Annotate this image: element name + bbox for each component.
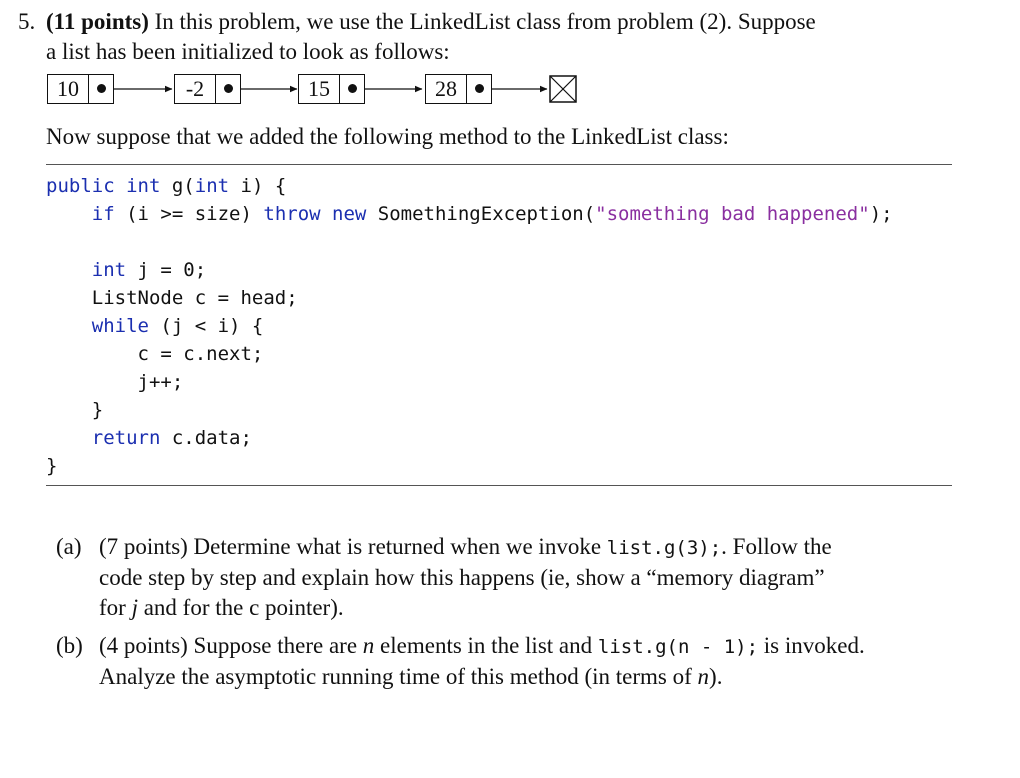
part-a-text: (7 points) Determine what is returned when we invoke list.g(3);. Follow the code step by step and explain how this happens (ie, show a “memory diagram” for j and for the c pointer). — [99, 534, 832, 620]
code-line-blank — [46, 228, 952, 256]
code-bottom-rule — [46, 485, 952, 486]
code-line: } — [46, 455, 58, 477]
code-line: int j = 0; — [91, 259, 207, 281]
code-line: c = c.next; — [137, 343, 264, 365]
points-label: (11 points) — [46, 9, 149, 34]
node-value: -2 — [175, 75, 216, 103]
pointer-dot-icon — [348, 84, 357, 93]
node-pointer — [216, 75, 240, 103]
part-a — [56, 532, 956, 623]
pointer-dot-icon — [224, 84, 233, 93]
code-line: return c.data; — [91, 427, 252, 449]
list-node — [298, 74, 365, 104]
problem-number: 5. — [18, 9, 36, 34]
code-line: while (j < i) { — [91, 315, 264, 337]
code-line: public int g(int i) { — [46, 175, 287, 197]
method-intro-sentence: Now suppose that we added the following method to the LinkedList class: — [46, 124, 729, 149]
inline-code: list.g(n - 1); — [597, 636, 759, 658]
node-value: 15 — [299, 75, 340, 103]
code-line: j++; — [137, 371, 184, 393]
list-node — [47, 74, 114, 104]
node-pointer — [89, 75, 113, 103]
node-pointer — [340, 75, 364, 103]
intro-text: In this problem, we use the LinkedList class from problem (2). Suppose — [148, 9, 816, 34]
code-line: } — [91, 399, 104, 421]
list-node — [425, 74, 492, 104]
part-a-label: (a) — [56, 534, 82, 559]
code-top-rule — [46, 164, 952, 165]
part-b-label: (b) — [56, 633, 83, 658]
code-line: if (i >= size) throw new SomethingException("something bad happened"); — [91, 203, 893, 225]
problem-intro-line2: a list has been initialized to look as follows: — [46, 39, 450, 64]
problem-intro-line1 — [18, 7, 958, 37]
inline-code: list.g(3); — [606, 537, 722, 559]
pointer-dot-icon — [97, 84, 106, 93]
part-b — [56, 631, 956, 692]
part-b-text: (4 points) Suppose there are n elements in the list and list.g(n - 1); is invoked. Analyze the asymptotic running time of this method (in terms of n). — [99, 633, 865, 689]
pointer-dot-icon — [475, 84, 484, 93]
code-line: ListNode c = head; — [91, 287, 298, 309]
list-node — [174, 74, 241, 104]
node-value: 10 — [48, 75, 89, 103]
node-pointer — [467, 75, 491, 103]
problem-intro — [18, 7, 958, 67]
null-terminator-icon — [550, 76, 576, 102]
code-block — [46, 172, 952, 480]
node-value: 28 — [426, 75, 467, 103]
